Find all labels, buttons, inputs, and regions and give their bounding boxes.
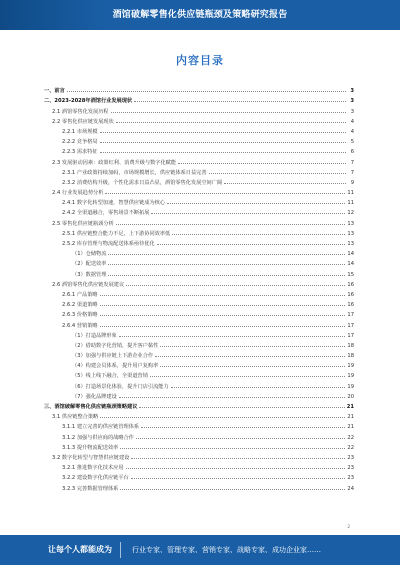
toc-entry-page: 13 bbox=[347, 230, 354, 237]
toc-entry[interactable] bbox=[44, 471, 354, 481]
toc-entry-page: 24 bbox=[347, 485, 354, 492]
toc-entry-label: 2.6.3 价格策略 bbox=[62, 312, 98, 319]
footer-bar bbox=[0, 535, 400, 565]
toc-entry-page: 3 bbox=[350, 108, 354, 115]
toc-entry[interactable] bbox=[44, 441, 354, 451]
toc-entry-label: 2.6.1 产品策略 bbox=[62, 291, 98, 298]
toc-leader-dots bbox=[178, 163, 346, 164]
toc-entry[interactable] bbox=[44, 216, 354, 226]
toc-entry-page: 11 bbox=[347, 200, 354, 207]
toc-entry-label: 3.2.3 完善数据管理体系 bbox=[62, 485, 119, 492]
toc-entry-label: 2.3 发展驱动因素：政策红利、消费升级与数字化赋能 bbox=[52, 159, 177, 166]
toc-entry-label: 2.6.4 营销策略 bbox=[62, 322, 98, 329]
toc-entry-page: 7 bbox=[350, 169, 354, 176]
toc-entry-page: 21 bbox=[346, 404, 354, 410]
toc-entry-label: 2.2 零售化供应链发展现状 bbox=[52, 118, 114, 125]
toc-entry[interactable] bbox=[44, 206, 354, 216]
toc-entry-label: 2.4.1 数字化转型加速，智慧供应链成为核心 bbox=[62, 200, 166, 207]
toc-entry-page: 16 bbox=[347, 302, 354, 309]
toc-entry-page: 12 bbox=[347, 210, 354, 217]
toc-leader-dots bbox=[155, 356, 345, 357]
toc-entry[interactable] bbox=[44, 257, 354, 267]
toc-entry[interactable] bbox=[44, 430, 354, 440]
toc-entry-page: 14 bbox=[347, 261, 354, 268]
toc-entry-page: 22 bbox=[347, 444, 354, 451]
toc-entry[interactable] bbox=[44, 104, 354, 114]
toc-leader-dots bbox=[134, 101, 346, 102]
toc-entry-page: 19 bbox=[347, 383, 354, 390]
toc-leader-dots bbox=[209, 173, 346, 174]
toc-entry[interactable] bbox=[44, 135, 354, 145]
toc-entry-page: 23 bbox=[347, 475, 354, 482]
toc-entry-label: 2.6.2 渠道策略 bbox=[62, 302, 98, 309]
toc-entry-label: 3.1 供应链整合策略 bbox=[52, 414, 99, 421]
toc-leader-dots bbox=[167, 203, 345, 204]
toc-entry-page: 13 bbox=[347, 241, 354, 247]
toc-entry[interactable] bbox=[44, 145, 354, 155]
toc-leader-dots bbox=[157, 244, 346, 245]
toc-entry[interactable] bbox=[44, 339, 354, 349]
toc-entry-page: 19 bbox=[347, 373, 354, 380]
toc-entry-label: 三、酒馆破解零售化供应链瓶颈策略建议 bbox=[44, 404, 138, 410]
toc-entry[interactable] bbox=[44, 410, 354, 420]
toc-entry[interactable] bbox=[44, 400, 354, 410]
toc-leader-dots bbox=[100, 315, 346, 316]
toc-entry-label: 2.6 酒馆零售化供应链发展建议 bbox=[52, 281, 125, 288]
toc-entry-page: 20 bbox=[347, 393, 354, 400]
toc-entry[interactable] bbox=[44, 359, 354, 369]
toc-entry-page: 21 bbox=[347, 414, 354, 421]
toc-entry-page: 4 bbox=[350, 128, 354, 135]
toc-entry[interactable] bbox=[44, 237, 354, 247]
toc-entry[interactable] bbox=[44, 390, 354, 400]
toc-entry[interactable] bbox=[44, 155, 354, 165]
toc-entry-page: 18 bbox=[347, 353, 354, 360]
toc-leader-dots bbox=[100, 142, 346, 143]
toc-entry-label: （5）线上线下融合，全渠道营销 bbox=[72, 373, 148, 380]
toc-leader-dots bbox=[100, 417, 345, 418]
toc-entry[interactable] bbox=[44, 349, 354, 359]
toc-entry-page: 9 bbox=[350, 179, 354, 186]
header-bar bbox=[0, 0, 400, 30]
toc-entry-page: 23 bbox=[347, 454, 354, 461]
toc-entry-page: 16 bbox=[347, 281, 354, 288]
toc-entry-page: 18 bbox=[347, 342, 354, 349]
toc-entry-label: 2.4.2 全渠道融合，零售场景不断拓展 bbox=[62, 210, 150, 217]
toc-entry-label: 3.1.1 建立完善的供应链管理体系 bbox=[62, 424, 140, 431]
toc-entry-page: 6 bbox=[350, 149, 354, 156]
toc-entry-page: 22 bbox=[347, 434, 354, 441]
toc-entry-label: （1）打造品牌形象 bbox=[72, 332, 117, 339]
toc-leader-dots bbox=[126, 468, 346, 469]
toc-entry-page: 11 bbox=[347, 190, 354, 197]
toc-entry-page: 7 bbox=[350, 159, 354, 166]
toc-leader-dots bbox=[120, 489, 345, 490]
toc-leader-dots bbox=[151, 213, 345, 214]
toc-leader-dots bbox=[160, 366, 345, 367]
toc-entry-label: 一、前言 bbox=[44, 88, 65, 95]
toc-entry[interactable] bbox=[44, 227, 354, 237]
toc-entry-label: 2.2.3 需求特征 bbox=[62, 149, 98, 156]
toc-entry-label: 2.5.2 库存管理与物流配送体系亟待优化 bbox=[62, 241, 155, 247]
toc-entry[interactable] bbox=[44, 166, 354, 176]
toc-leader-dots bbox=[224, 183, 346, 184]
toc-leader-dots bbox=[141, 427, 345, 428]
toc-leader-dots bbox=[116, 224, 346, 225]
toc-entry[interactable] bbox=[44, 94, 354, 104]
toc-entry-page: 21 bbox=[347, 424, 354, 431]
toc-entry-page: 3 bbox=[350, 98, 354, 105]
toc-entry-label: 二、2023-2028年酒馆行业发展现状 bbox=[44, 98, 133, 105]
toc-entry-page: 16 bbox=[347, 291, 354, 298]
toc-leader-dots bbox=[120, 448, 345, 449]
toc-entry-label: 2.2.1 市场规模 bbox=[62, 128, 98, 135]
toc-entry-label: （1）仓储物流 bbox=[72, 251, 107, 258]
table-of-contents bbox=[44, 84, 354, 492]
toc-entry-label: 2.1 酒馆零售化发展历程 bbox=[52, 108, 109, 115]
toc-entry-label: 2.5.1 供应链整合能力不足，上下游协同效率低 bbox=[62, 230, 171, 237]
toc-leader-dots bbox=[108, 254, 345, 255]
toc-leader-dots bbox=[150, 376, 345, 377]
footer-divider bbox=[120, 542, 121, 558]
toc-entry-page: 15 bbox=[347, 271, 354, 278]
footer-slogan-left: 让每个人都能成为 bbox=[48, 545, 112, 554]
toc-leader-dots bbox=[119, 336, 346, 337]
toc-entry-label: （2）借助数字化营销，提升客户黏性 bbox=[72, 342, 159, 349]
toc-entry[interactable] bbox=[44, 481, 354, 491]
report-title: 酒馆破解零售化供应链瓶颈及策略研究报告 bbox=[112, 10, 288, 20]
toc-leader-dots bbox=[100, 152, 346, 153]
toc-entry-page: 23 bbox=[347, 465, 354, 472]
toc-entry-label: 2.3.1 产业政策持续加码，市场规模增长，供应链体系日益完善 bbox=[62, 169, 207, 176]
toc-entry-label: （3）加强与供应链上下游企业合作 bbox=[72, 353, 154, 360]
toc-leader-dots bbox=[172, 234, 345, 235]
toc-entry-label: 2.2.2 竞争格局 bbox=[62, 139, 98, 146]
toc-leader-dots bbox=[136, 438, 345, 439]
toc-entry-page: 3 bbox=[350, 88, 354, 95]
toc-entry-page: 17 bbox=[347, 332, 354, 339]
toc-entry-label: 3.2.2 建设数字化供应链平台 bbox=[62, 475, 129, 482]
toc-leader-dots bbox=[100, 326, 346, 327]
toc-entry-label: 3.2 数字化转型与智慧供应链建设 bbox=[52, 454, 130, 461]
toc-leader-dots bbox=[131, 478, 346, 479]
toc-entry-label: （7）强化品牌建设 bbox=[72, 393, 117, 400]
toc-entry[interactable] bbox=[44, 196, 354, 206]
toc-entry[interactable] bbox=[44, 420, 354, 430]
toc-entry-label: （6）打造场景化体验，提升门店引流能力 bbox=[72, 383, 169, 390]
toc-entry[interactable] bbox=[44, 318, 354, 328]
toc-leader-dots bbox=[67, 91, 346, 92]
toc-entry-label: 2.5 零售化供应链瓶颈分析 bbox=[52, 220, 114, 227]
toc-entry[interactable] bbox=[44, 267, 354, 277]
toc-leader-dots bbox=[126, 285, 345, 286]
toc-leader-dots bbox=[139, 407, 344, 408]
toc-entry[interactable] bbox=[44, 461, 354, 471]
footer-slogan-right: 行业专家、管理专家、营销专家、战略专家、成功企业家…… bbox=[132, 546, 321, 554]
toc-entry-page: 13 bbox=[347, 220, 354, 227]
toc-heading: 内容目录 bbox=[176, 54, 224, 67]
toc-entry-page: 14 bbox=[347, 251, 354, 258]
toc-entry-page: 17 bbox=[347, 312, 354, 319]
toc-leader-dots bbox=[100, 132, 346, 133]
toc-leader-dots bbox=[108, 264, 345, 265]
toc-entry[interactable] bbox=[44, 247, 354, 257]
toc-entry[interactable] bbox=[44, 308, 354, 318]
toc-entry-label: （4）构建会员体系，提升用户复购率 bbox=[72, 363, 159, 370]
toc-entry-label: 2.3.2 消费结构升级，个性化需求日益凸显，酒馆零售化发展空间广阔 bbox=[62, 179, 223, 186]
toc-entry-page: 5 bbox=[350, 139, 354, 146]
toc-entry-label: （3）数据管理 bbox=[72, 271, 107, 278]
toc-entry[interactable] bbox=[44, 298, 354, 308]
toc-entry[interactable] bbox=[44, 186, 354, 196]
toc-entry[interactable] bbox=[44, 278, 354, 288]
toc-leader-dots bbox=[171, 387, 346, 388]
toc-leader-dots bbox=[105, 193, 345, 194]
toc-entry[interactable] bbox=[44, 176, 354, 186]
toc-entry-page: 17 bbox=[347, 322, 354, 329]
toc-leader-dots bbox=[119, 397, 346, 398]
toc-entry-page: 19 bbox=[347, 363, 354, 370]
toc-entry-label: 3.1.2 加强与供应商的战略合作 bbox=[62, 434, 134, 441]
toc-entry[interactable] bbox=[44, 451, 354, 461]
toc-entry-label: （2）配送效率 bbox=[72, 261, 107, 268]
toc-leader-dots bbox=[111, 112, 346, 113]
toc-leader-dots bbox=[108, 275, 345, 276]
toc-entry[interactable] bbox=[44, 329, 354, 339]
toc-entry[interactable] bbox=[44, 379, 354, 389]
toc-entry-label: 3.1.3 提升物流配送效率 bbox=[62, 444, 119, 451]
toc-leader-dots bbox=[100, 305, 346, 306]
toc-entry-label: 2.4 行业发展趋势分析 bbox=[52, 190, 104, 197]
toc-entry[interactable] bbox=[44, 115, 354, 125]
toc-leader-dots bbox=[100, 295, 346, 296]
toc-leader-dots bbox=[116, 122, 346, 123]
toc-leader-dots bbox=[131, 458, 345, 459]
toc-entry-label: 3.2.1 推进数字化技术应用 bbox=[62, 465, 124, 472]
toc-leader-dots bbox=[160, 346, 345, 347]
toc-entry[interactable] bbox=[44, 369, 354, 379]
page-number: 2 bbox=[347, 524, 350, 529]
toc-entry[interactable] bbox=[44, 125, 354, 135]
toc-entry[interactable] bbox=[44, 84, 354, 94]
toc-entry-page: 4 bbox=[350, 118, 354, 125]
toc-entry[interactable] bbox=[44, 288, 354, 298]
